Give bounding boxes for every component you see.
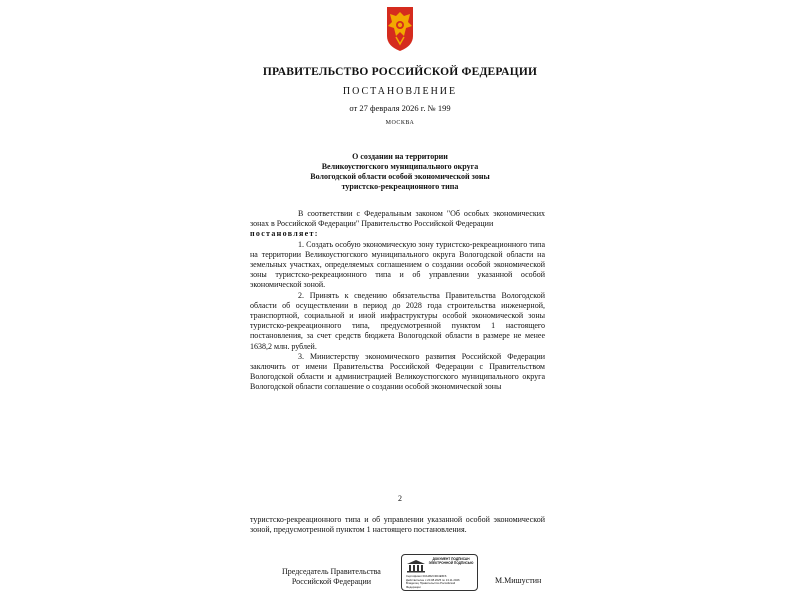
page2-continuation [250, 515, 545, 535]
coat-of-arms-icon [386, 6, 414, 52]
date-number: от 27 февраля 2026 г. № 199 [349, 103, 451, 113]
stamp-owner: Владелец Правительство Российской [406, 582, 456, 585]
signatory-position: Председатель Правительства Российской Федерации [282, 567, 381, 586]
stamp-validity: Действителен с 20.08.2025 по 13.11.2026 [406, 578, 460, 582]
title-line: О создании на территории [352, 152, 448, 161]
paragraph-1: 1. Создать особую экономическую зону туристско-рекреационного типа на территории Великоустюгского муниципального округа Вологодской области на земельных участках, определяемых соглашением о создании особой экономической зоны туристско-рекреационного типа и об управлении указанной особой экономической зоной. [250, 239, 545, 290]
resolves-word: постановляет: [250, 229, 319, 239]
paragraph-3: 3. Министерству экономического развития Российской Федерации заключить от имени Правительства Российской Федерации с Правительством Вологодской области и администрацией Великоустюгского муниципального округа Вологодской области соглашение о создании особой экономической зоны [250, 351, 545, 392]
preamble-paragraph: В соответствии с Федеральным законом "Об особых экономических зонах в Российской Федерации" Правительство Российской Федерации [250, 209, 545, 229]
title-line: Вологодской области особой экономической зоны [310, 172, 490, 181]
paragraph-2: 2. Принять к сведению обязательства Правительства Вологодской области об осуществлении в период до 2028 года строительства инженерной, транспортной, социальной и иной инфраструктуры особой экономической зоны туристско-рекреационного типа, предусмотренной пунктом 1 настоящего постановления, за счет средств бюджета Вологодской области в размере не менее 1638,2 млн. рублей. [250, 290, 545, 351]
document-type: ПОСТАНОВЛЕНИЕ [342, 86, 458, 97]
stamp-certificate: Сертификат 00A1B2C3D4E5F6 [406, 575, 447, 578]
continuation-paragraph: туристско-рекреационного типа и об управлении указанной особой экономической зоной, предусмотренной пунктом 1 настоящего постановления. [250, 515, 545, 535]
title-line: Великоустюгского муниципального округа [321, 162, 479, 171]
stamp-heading: ДОКУМЕНТ ПОДПИСАН ЭЛЕКТРОННОЙ ПОДПИСЬЮ [428, 557, 474, 565]
page-number: 2 [398, 494, 402, 503]
title-line: туристско-рекреационного типа [341, 182, 459, 191]
government-building-icon [406, 559, 426, 573]
signatory-name: М.Мишустин [495, 576, 542, 585]
decree-title [250, 152, 550, 192]
decree-body [250, 209, 545, 393]
stamp-owner-cont: Федерации [406, 585, 421, 589]
electronic-signature-stamp [401, 554, 478, 591]
city: МОСКВА [385, 120, 415, 126]
government-title: ПРАВИТЕЛЬСТВО РОССИЙСКОЙ ФЕДЕРАЦИИ [262, 66, 538, 78]
